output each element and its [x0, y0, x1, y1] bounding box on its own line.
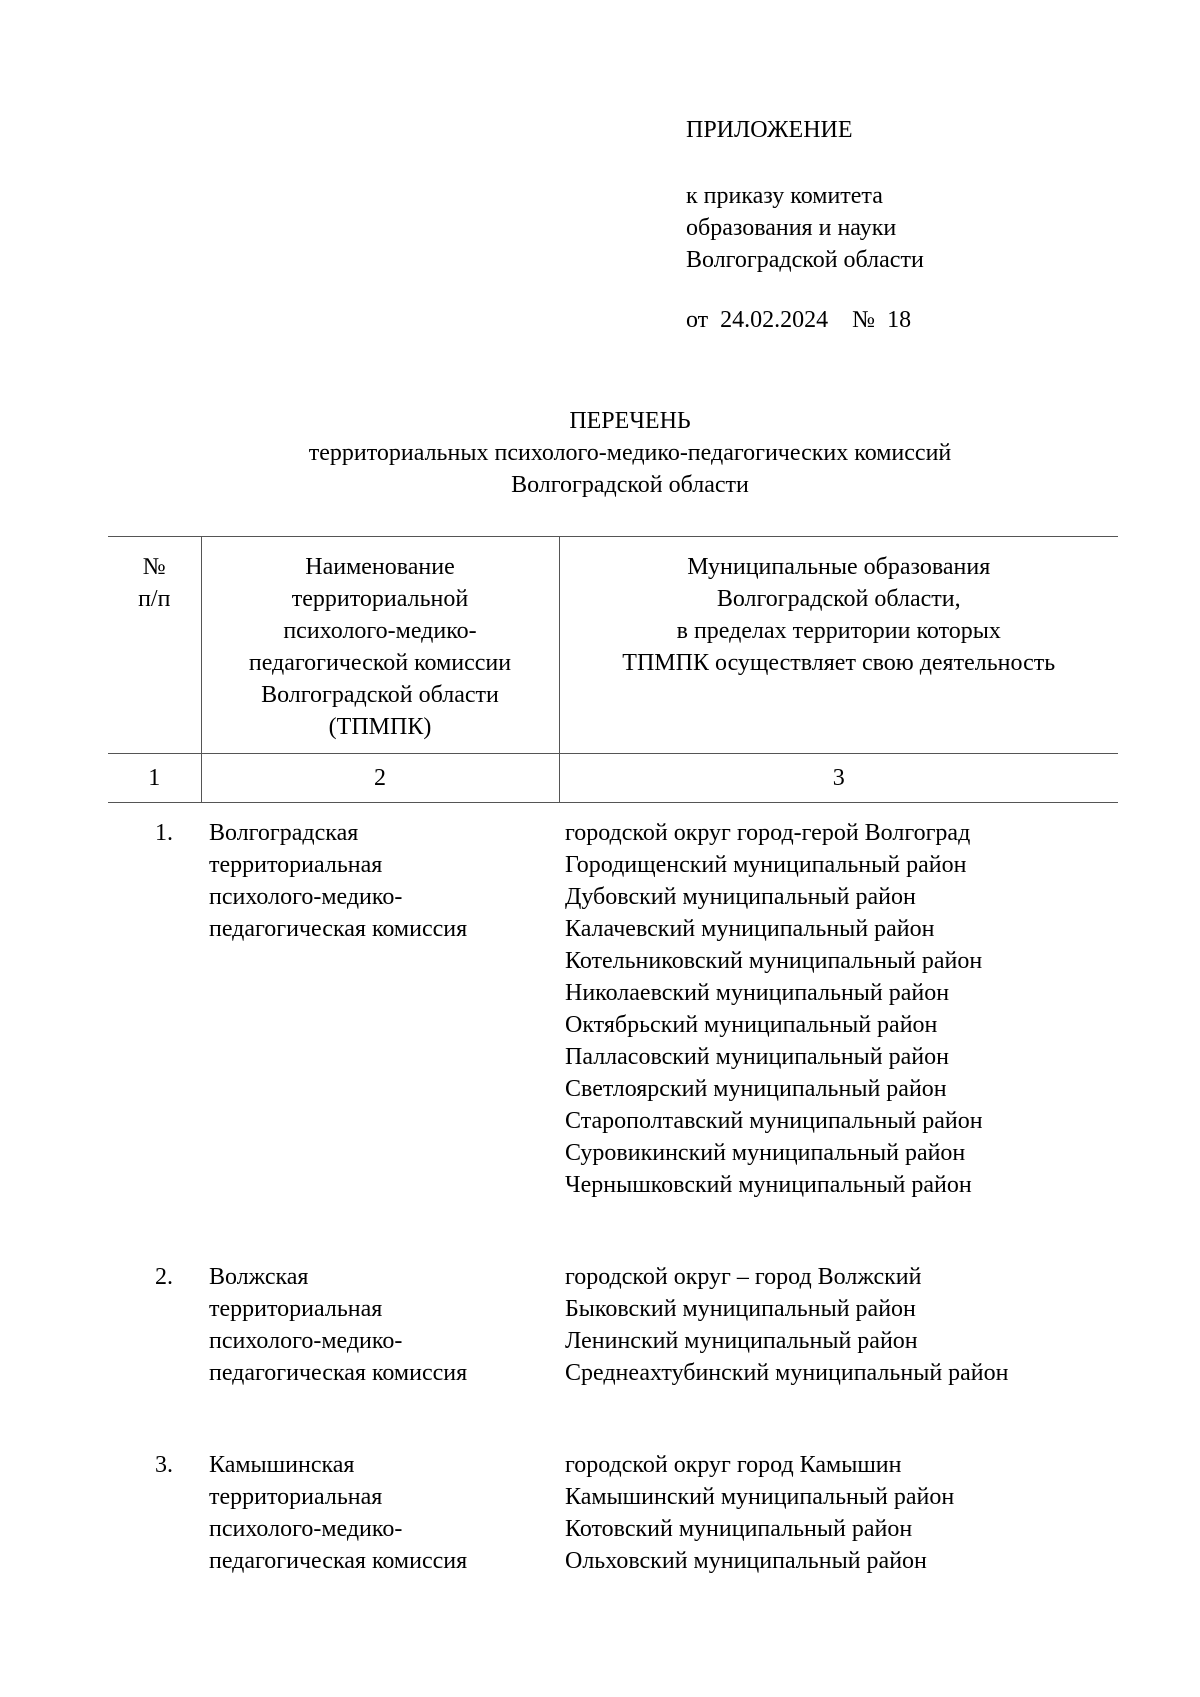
commission-name-line: территориальная: [209, 1484, 383, 1510]
commission-name-line: Камышинская: [209, 1452, 355, 1478]
municipalities-list: [559, 1201, 1118, 1389]
table-body: [108, 754, 1118, 1578]
commission-name-line: Волжская: [209, 1264, 309, 1290]
column-number: 2: [201, 754, 559, 803]
header-municipalities: Муниципальные образования Волгоградской области, в пределах территории которых ТПМПК осуществляет свою деятельность: [559, 537, 1118, 754]
appendix-block: [686, 114, 1086, 336]
header-commission-name: Наименование территориальной психолого-медико- педагогической комиссии Волгоградской области (ТПМПК): [201, 537, 559, 754]
document-title-line: Волгоградской области: [511, 472, 749, 498]
municipality-item: Среднеахтубинский муниципальный район: [565, 1360, 1009, 1386]
commission-name-line: педагогическая комиссия: [209, 1548, 468, 1574]
table-row: [108, 1201, 1118, 1389]
appendix-title: ПРИЛОЖЕНИЕ: [686, 117, 853, 143]
commission-name-line: психолого-медико-: [209, 1328, 403, 1354]
commission-name-line: педагогическая комиссия: [209, 916, 468, 942]
municipality-item: Старополтавский муниципальный район: [565, 1108, 983, 1134]
table-header-row: [108, 537, 1118, 754]
date-prefix: от: [686, 307, 709, 333]
commission-name: [201, 1201, 559, 1389]
municipality-item: Котовский муниципальный район: [565, 1516, 913, 1542]
municipality-item: Палласовский муниципальный район: [565, 1044, 949, 1070]
row-index: 2.: [155, 1264, 173, 1290]
commission-name-line: территориальная: [209, 852, 383, 878]
number-sign: №: [852, 307, 876, 333]
municipality-item: Городищенский муниципальный район: [565, 852, 967, 878]
municipality-item: городской округ город-герой Волгоград: [565, 820, 971, 846]
municipality-item: Быковский муниципальный район: [565, 1296, 916, 1322]
document-title-line: ПЕРЕЧЕНЬ: [569, 408, 691, 434]
appendix-order-line: образования и науки: [686, 215, 897, 241]
column-number: 1: [108, 754, 201, 803]
order-date: 24.02.2024: [720, 307, 829, 333]
table-row: [108, 803, 1118, 1202]
municipality-item: городской округ город Камышин: [565, 1452, 902, 1478]
municipality-item: Ленинский муниципальный район: [565, 1328, 918, 1354]
row-index: 3.: [155, 1452, 173, 1478]
column-number: 3: [559, 754, 1118, 803]
header-number: № п/п: [108, 537, 201, 754]
document-title-line: территориальных психолого-медико-педагогических комиссий: [308, 440, 952, 466]
municipalities-list: [559, 1389, 1118, 1577]
appendix-order-line: к приказу комитета: [686, 183, 883, 209]
order-number: 18: [887, 307, 912, 333]
municipality-item: Камышинский муниципальный район: [565, 1484, 955, 1510]
commission-name-line: психолого-медико-: [209, 1516, 403, 1542]
commissions-table: [108, 536, 1118, 1577]
municipalities-list: [559, 803, 1118, 1202]
municipality-item: Светлоярский муниципальный район: [565, 1076, 947, 1102]
municipality-item: Дубовский муниципальный район: [565, 884, 916, 910]
commission-name-line: психолого-медико-: [209, 884, 403, 910]
commission-name: [201, 1389, 559, 1577]
municipality-item: Котельниковский муниципальный район: [565, 948, 983, 974]
municipality-item: Калачевский муниципальный район: [565, 916, 935, 942]
commission-name-line: территориальная: [209, 1296, 383, 1322]
commission-name-line: Волгоградская: [209, 820, 359, 846]
commission-name: [201, 803, 559, 1202]
appendix-order-line: Волгоградской области: [686, 247, 924, 273]
order-date-number: [686, 304, 1086, 336]
row-index: 1.: [155, 820, 173, 846]
table-row: [108, 1389, 1118, 1577]
document-title: [0, 405, 1200, 501]
municipality-item: Ольховский муниципальный район: [565, 1548, 927, 1574]
column-number-row: [108, 754, 1118, 803]
municipality-item: Октябрьский муниципальный район: [565, 1012, 938, 1038]
municipality-item: Суровикинский муниципальный район: [565, 1140, 966, 1166]
municipality-item: городской округ – город Волжский: [565, 1264, 922, 1290]
commission-name-line: педагогическая комиссия: [209, 1360, 468, 1386]
municipality-item: Чернышковский муниципальный район: [565, 1172, 972, 1198]
municipality-item: Николаевский муниципальный район: [565, 980, 950, 1006]
